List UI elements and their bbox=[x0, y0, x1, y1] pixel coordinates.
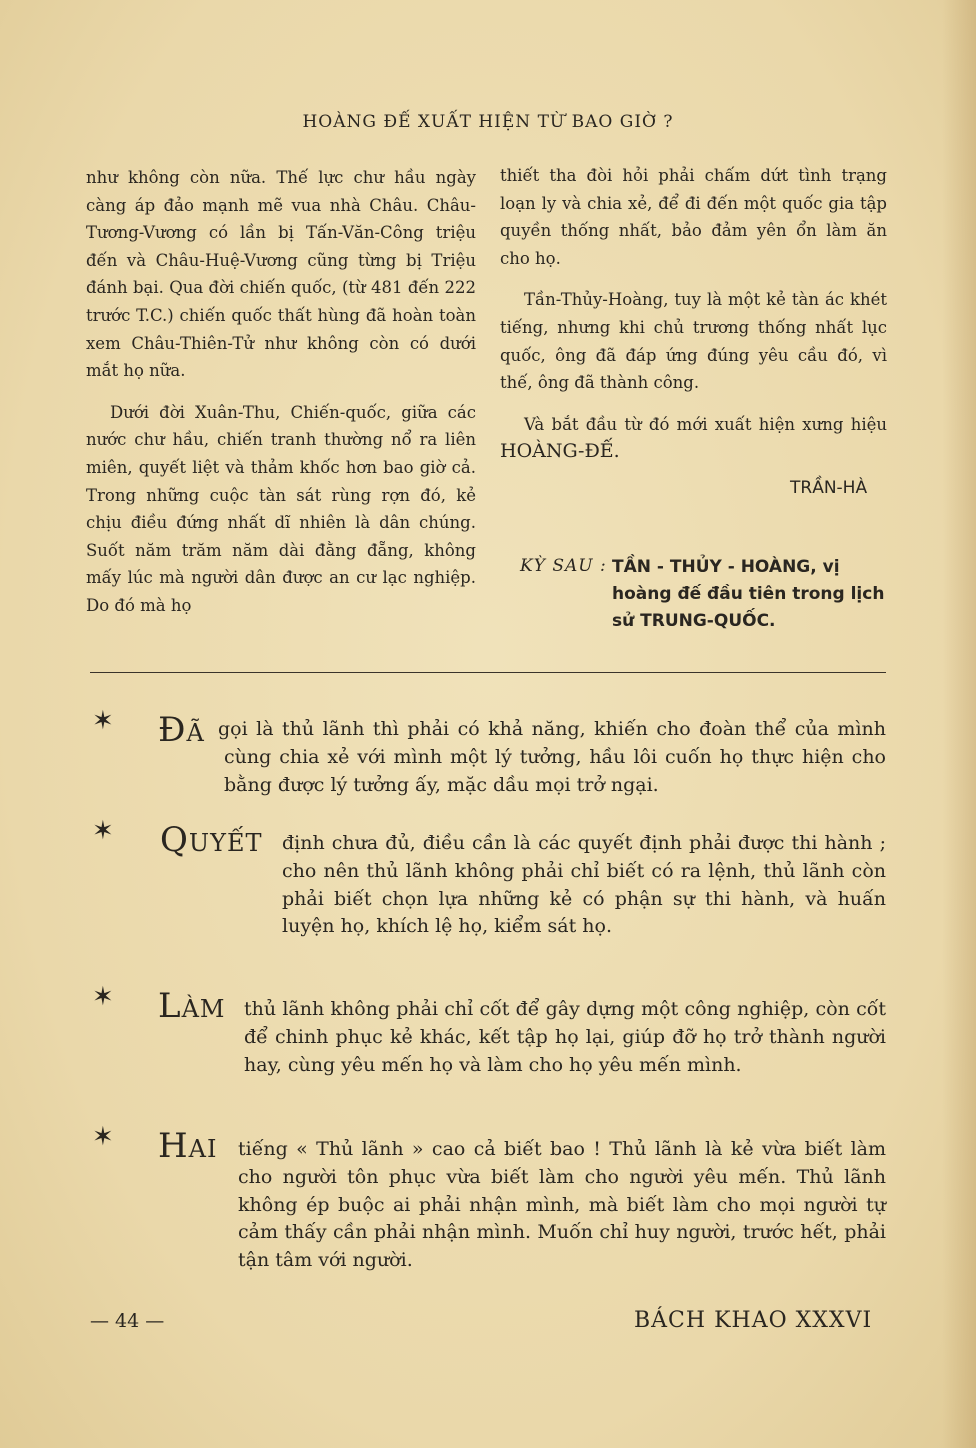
right-paragraph-1: thiết tha đòi hỏi phải chấm dứt tình trạng loạn ly và chia xẻ, để đi đến một quốc gia tập quyền thống nhất, bảo đảm yên ổn làm ăn cho họ. bbox=[500, 166, 887, 268]
quote-3-leadword bbox=[158, 986, 225, 1026]
quote-1-leadword bbox=[158, 710, 205, 750]
page-number: — 44 — bbox=[90, 1310, 165, 1332]
quote-4-initial-rest: AI bbox=[188, 1135, 218, 1163]
quote-1-initial-rest: Ã bbox=[186, 719, 205, 747]
quote-4-leadword bbox=[158, 1126, 217, 1166]
left-paragraph-1: như không còn nữa. Thế lực chư hầu ngày càng áp đảo mạnh mẽ vua nhà Châu. Châu-Tương-Vương có lần bị Tấn-Văn-Công triệu đến và Châu-Huệ-Vương cũng từng bị Triệu đánh bại. Qua đời chiến quốc, (từ 481 đến 222 trước T.C.) chiến quốc thất hùng đã hoàn toàn xem Châu-Thiên-Tử như không còn có dưới mắt họ nữa. bbox=[86, 168, 476, 381]
quote-4-initial: H bbox=[158, 1126, 189, 1166]
quote-3-initial-rest: ÀM bbox=[181, 995, 226, 1023]
star-icon: ✶ bbox=[92, 982, 114, 1012]
star-icon: ✶ bbox=[92, 816, 114, 846]
quote-2-initial: Q bbox=[160, 820, 189, 860]
author-signature: TRẦN-HÀ bbox=[790, 478, 868, 498]
quote-2-leadword bbox=[160, 820, 262, 860]
left-paragraph-2: Dưới đời Xuân-Thu, Chiến-quốc, giữa các nước chư hầu, chiến tranh thường nổ ra liên miên, quyết liệt và thảm khốc hơn bao giờ cả. Trong những cuộc tàn sát rùng rợn đó, kẻ chịu điều đứng nhất dĩ nhiên là dân chúng. Suốt năm trăm năm dài đằng đẵng, không mấy lúc mà người dân được an cư lạc nghiệp. Do đó mà họ bbox=[86, 402, 476, 615]
quote-1-body: gọi là thủ lãnh thì phải có khả năng, khiến cho đoàn thể của mình cùng chia xẻ với mình một lý tưởng, hầu lôi cuốn họ thực hiện cho bằng được lý tưởng ấy, mặc dầu mọi trở ngại. bbox=[218, 718, 886, 796]
right-paragraph-2: Tần-Thủy-Hoàng, tuy là một kẻ tàn ác khét tiếng, nhưng khi chủ trương thống nhất lục quốc, ông đã đáp ứng đúng yêu cầu đó, vì thế, ông đã thành công. bbox=[500, 290, 887, 393]
star-icon: ✶ bbox=[92, 1122, 114, 1152]
quote-1-text bbox=[218, 716, 886, 799]
next-issue-label: KỲ SAU : bbox=[520, 556, 607, 576]
publication-name: BÁCH KHAO XXXVI bbox=[634, 1308, 873, 1333]
right-paragraph-3 bbox=[500, 411, 887, 466]
quote-1-initial: Đ bbox=[158, 710, 187, 750]
quote-2-initial-rest: UYẾT bbox=[188, 829, 263, 857]
quote-3-initial: L bbox=[158, 986, 182, 1026]
left-column bbox=[86, 164, 476, 634]
right-paragraph-3-text: Và bắt đầu từ đó mới xuất hiện xưng hiệu bbox=[524, 414, 887, 434]
quote-2-text: định chưa đủ, điều cần là các quyết định phải được thi hành ; cho nên thủ lãnh không phải chỉ biết có ra lệnh, thủ lãnh còn phải biết chọn lựa những kẻ có phận sự thi hành, và huấn luyện họ, khích lệ họ, kiểm sát họ. bbox=[282, 832, 886, 938]
quote-3-text: thủ lãnh không phải chỉ cốt để gây dựng một công nghiệp, còn cốt để chinh phục kẻ khác, kết tập họ lại, giúp đỡ họ trở thành người hay, cùng yêu mến họ và làm cho họ yêu mến mình. bbox=[244, 998, 886, 1076]
quote-4-text: tiếng « Thủ lãnh » cao cả biết bao ! Thủ lãnh là kẻ vừa biết làm cho người tôn phục vừa biết làm cho người yêu mến. Thủ lãnh không ép buộc ai phải nhận mình, mà biết làm cho mọi người tự cảm thấy cần phải nhận mình. Muốn chỉ huy người, trước hết, phải tận tâm với người. bbox=[238, 1138, 886, 1272]
section-divider bbox=[90, 672, 886, 673]
hoang-de-term: HOÀNG-ĐẾ. bbox=[500, 440, 620, 463]
star-icon: ✶ bbox=[92, 706, 114, 736]
right-column bbox=[500, 162, 887, 480]
page-edge-shadow bbox=[942, 0, 976, 1448]
next-issue-text: TẦN - THỦY - HOÀNG, vị hoàng đế đầu tiên trong lịch sử TRUNG-QUỐC. bbox=[612, 557, 885, 631]
running-head: HOÀNG ĐẾ XUẤT HIỆN TỪ BAO GIỜ ? bbox=[302, 112, 674, 132]
